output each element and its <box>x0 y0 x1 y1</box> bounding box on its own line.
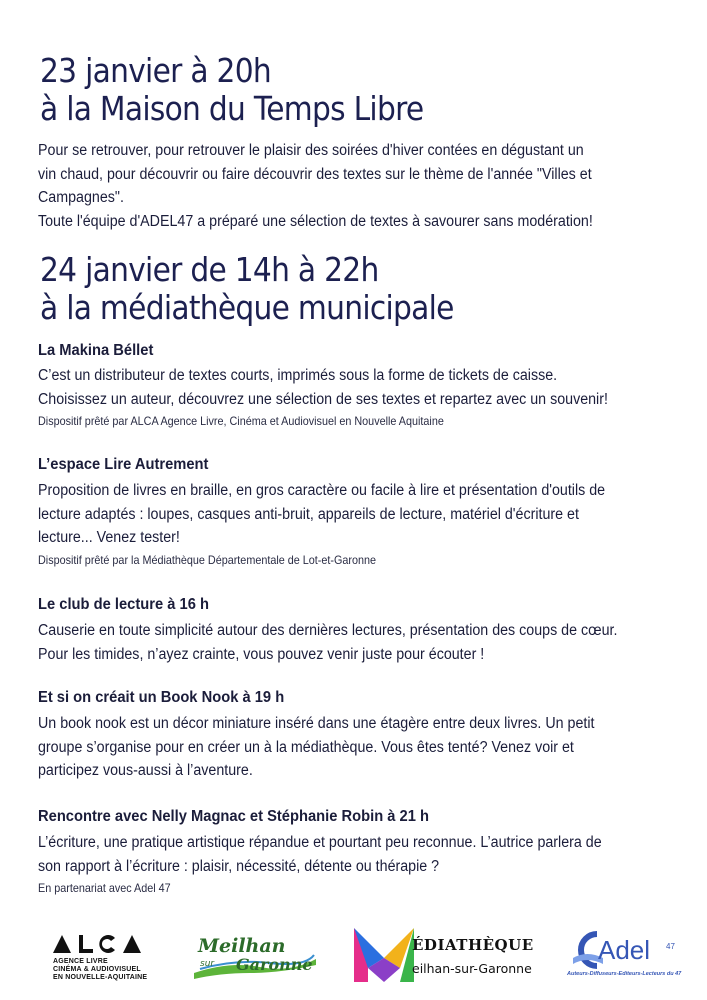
text-line: Campagnes". <box>38 189 124 206</box>
alca-caption-line: AGENCE LIVRE <box>53 958 108 965</box>
mediatheque-subtitle: eilhan-sur-Garonne <box>412 961 532 976</box>
section-note-lire-autrement: Dispositif prêté par la Médiathèque Départementale de Lot-et-Garonne <box>38 553 377 567</box>
text-line: Causerie en toute simplicité autour des dernières lectures, présentation des coups de cœur. <box>38 622 618 639</box>
mediatheque-logo <box>354 928 554 984</box>
alca-caption-line: CINÉMA & AUDIOVISUEL <box>53 966 141 973</box>
alca-glyphs-icon <box>53 935 143 953</box>
event1-description <box>38 139 682 233</box>
text-line: groupe s’organise pour en créer un à la médiathèque. Vous êtes tenté? Venez voir et <box>38 738 574 756</box>
meilhan-sur-garonne-logo <box>190 933 320 985</box>
section-title-club-lecture: Le club de lecture à 16 h <box>38 596 209 613</box>
section-title-makina: La Makina Béllet <box>38 342 154 359</box>
adel-name: Adel <box>598 935 651 965</box>
text-line: C’est un distributeur de textes courts, imprimés sous la forme de tickets de caisse. <box>38 367 558 384</box>
text-line: participez vous-aussi à l’aventure. <box>38 762 253 779</box>
section-title-rencontre: Rencontre avec Nelly Magnac et Stéphanie Robin à 21 h <box>38 808 430 825</box>
text-line: Toute l'équipe d'ADEL47 a préparé une sélection de textes à savourer sans modération! <box>38 212 593 230</box>
text-line: vin chaud, pour découvrir ou faire découvrir des textes sur le thème de l'année "Villes et <box>38 165 592 183</box>
section-body-book-nook <box>38 712 682 783</box>
alca-wordmark-icon <box>53 933 147 953</box>
event2-heading-place: à la médiathèque municipale <box>40 288 454 327</box>
meilhan-word: Meilhan <box>198 935 286 957</box>
section-body-lire-autrement <box>38 479 682 550</box>
event2-heading-date: 24 janvier de 14h à 22h <box>40 250 379 289</box>
meilhan-sur-word: sur <box>200 959 215 969</box>
section-note-rencontre: En partenariat avec Adel 47 <box>38 881 171 895</box>
event1-heading-date: 23 janvier à 20h <box>40 51 272 90</box>
text-line: lecture adaptés : loupes, casques anti-bruit, appareils de lecture, matériel d'écriture et <box>38 505 579 523</box>
section-body-makina <box>38 364 682 411</box>
event1-heading-place: à la Maison du Temps Libre <box>40 89 424 128</box>
text-line: Proposition de livres en braille, en gros caractère ou facile à lire et présentation d'outils de <box>38 482 606 499</box>
text-line: Pour se retrouver, pour retrouver le plaisir des soirées d'hiver contées en dégustant un <box>38 142 584 159</box>
adel47-logo <box>565 930 695 982</box>
text-line: Choisissez un auteur, découvrez une sélection de ses textes et repartez avec un souvenir! <box>38 390 608 408</box>
alca-caption-line: EN NOUVELLE-AQUITAINE <box>53 974 148 981</box>
section-title-book-nook: Et si on créait un Book Nook à 19 h <box>38 689 285 706</box>
text-line: L’écriture, une pratique artistique répandue et pourtant peu reconnue. L’autrice parlera de <box>38 834 602 851</box>
text-line: Pour les timides, n’ayez crainte, vous pouvez venir juste pour écouter ! <box>38 645 485 663</box>
mediatheque-title: ÉDIATHÈQUE <box>412 936 534 954</box>
section-body-club-lecture <box>38 619 682 666</box>
section-body-rencontre <box>38 831 682 878</box>
section-title-lire-autrement: L’espace Lire Autrement <box>38 456 209 473</box>
adel-number: 47 <box>666 942 675 951</box>
adel-tagline: Auteurs-Diffuseurs-Editeurs-Lecteurs du 47 <box>567 971 682 977</box>
mediatheque-m-icon <box>354 928 416 982</box>
text-line: Un book nook est un décor miniature inséré dans une étagère entre deux livres. Un petit <box>38 715 595 732</box>
meilhan-garonne-word: Garonne <box>236 955 313 974</box>
alca-logo <box>53 933 147 982</box>
alca-caption <box>53 958 147 982</box>
text-line: lecture... Venez tester! <box>38 529 180 546</box>
text-line: son rapport à l’écriture : plaisir, nécessité, détente ou thérapie ? <box>38 857 440 875</box>
section-note-makina: Dispositif prêté par ALCA Agence Livre, Cinéma et Audiovisuel en Nouvelle Aquitaine <box>38 414 444 428</box>
